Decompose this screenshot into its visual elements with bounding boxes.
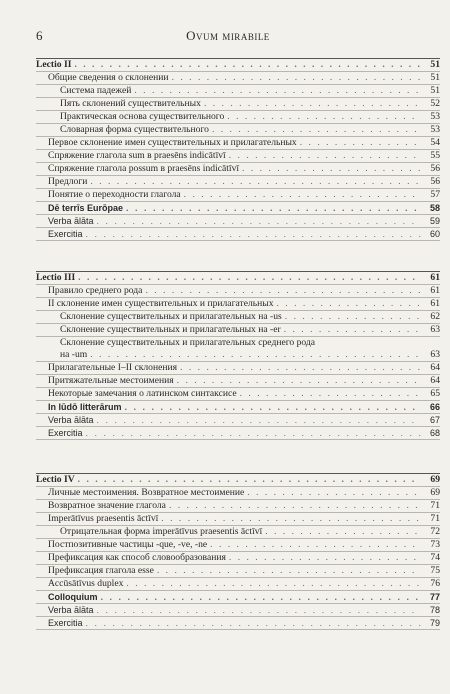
- toc-entry[interactable]: Verba ālāta . . . 67: [36, 414, 440, 427]
- toc-entry[interactable]: Dē terrīs Eurōpae . . . 58: [36, 202, 440, 215]
- toc-entry[interactable]: Понятие о переходности глагола . . . 57: [36, 189, 440, 202]
- toc-entry[interactable]: Accūsātīvus duplex . . . 76: [36, 578, 440, 591]
- toc-entry-lectio-2[interactable]: Lectio II . . . 51: [36, 59, 440, 72]
- toc-entry[interactable]: Verba ālāta . . . 59: [36, 215, 440, 228]
- toc-entry[interactable]: Склонение существительных и прилагательных на -us . . . 62: [36, 311, 440, 324]
- toc-section-lectio-3: [36, 271, 440, 440]
- toc-entry[interactable]: Спряжение глагола possum в praesēns indicātīvī . . . 56: [36, 163, 440, 176]
- toc-entry[interactable]: Общие сведения о склонении . . . 51: [36, 72, 440, 85]
- toc-entry[interactable]: Притяжательные местоимения . . . 64: [36, 375, 440, 388]
- toc-entry[interactable]: Exercitia . . . 68: [36, 427, 440, 440]
- toc-entry[interactable]: Некоторые замечания о латинском синтаксисе . . . 65: [36, 388, 440, 401]
- section-rule: [36, 271, 440, 272]
- toc-entry[interactable]: Спряжение глагола sum в praesēns indicātīvī . . . 55: [36, 150, 440, 163]
- section-rule: [36, 473, 440, 474]
- toc-entry[interactable]: Постпозитивные частицы -que, -ve, -ne . . . 73: [36, 539, 440, 552]
- toc-section-lectio-4: [36, 473, 440, 630]
- toc-entry[interactable]: Практическая основа существительного . . . 53: [36, 111, 440, 124]
- toc-entry[interactable]: Система падежей . . . 51: [36, 85, 440, 98]
- toc-entry[interactable]: Первое склонение имен существительных и прилагательных . . . 54: [36, 137, 440, 150]
- toc-section-lectio-2: [36, 58, 440, 241]
- page-header: [36, 28, 420, 46]
- toc-entry[interactable]: Склонение существительных и прилагательных среднего рода: [60, 337, 316, 348]
- section-rule: [36, 58, 440, 59]
- toc-entry[interactable]: In lūdō litterārum . . . 66: [36, 401, 440, 414]
- book-title: Ovum mirabile: [186, 28, 270, 43]
- toc-entry-lectio-3[interactable]: Lectio III . . . 61: [36, 272, 440, 285]
- toc-entry[interactable]: Пять склонений существительных . . . 52: [36, 98, 440, 111]
- toc-entry[interactable]: Exercitia . . . 60: [36, 228, 440, 241]
- toc-entry-continuation[interactable]: на -um . . . 63: [36, 349, 440, 362]
- toc-entry[interactable]: Exercitia . . . 79: [36, 617, 440, 630]
- toc-entry[interactable]: Imperātīvus praesentis āctīvī . . . 71: [36, 513, 440, 526]
- toc-entry[interactable]: Colloquium . . . 77: [36, 591, 440, 604]
- toc-entry[interactable]: Verba ālāta . . . 78: [36, 604, 440, 617]
- toc-entry[interactable]: Склонение существительных и прилагательных на -er . . . 63: [36, 324, 440, 337]
- toc-entry[interactable]: Личные местоимения. Возвратное местоимение . . . 69: [36, 487, 440, 500]
- toc-entry[interactable]: Отрицательная форма imperātīvus praesentis āctīvī . . . 72: [36, 526, 440, 539]
- toc-entry[interactable]: Словарная форма существительного . . . 53: [36, 124, 440, 137]
- toc-entry[interactable]: Префиксация глагола esse . . . 75: [36, 565, 440, 578]
- toc-entry[interactable]: II склонение имен существительных и прилагательных . . . 61: [36, 298, 440, 311]
- toc-entry-lectio-4[interactable]: Lectio IV . . . 69: [36, 474, 440, 487]
- page-number: 6: [36, 28, 43, 43]
- toc-entry[interactable]: Прилагательные I–II склонения . . . 64: [36, 362, 440, 375]
- toc-entry[interactable]: Предлоги . . . 56: [36, 176, 440, 189]
- toc-entry[interactable]: Правило среднего рода . . . 61: [36, 285, 440, 298]
- toc-entry[interactable]: Префиксация как способ словообразования . . . 74: [36, 552, 440, 565]
- toc-entry[interactable]: Возвратное значение глагола . . . 71: [36, 500, 440, 513]
